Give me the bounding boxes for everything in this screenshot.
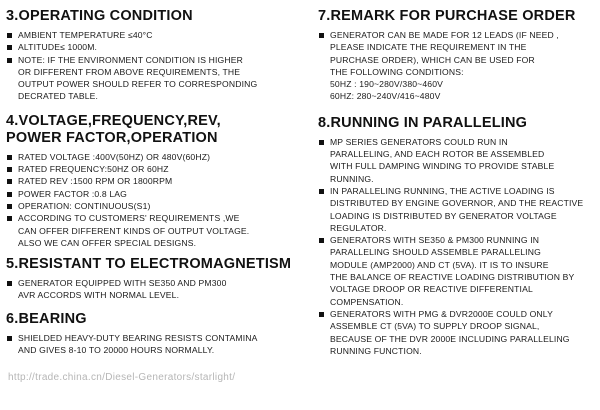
s8-item xyxy=(318,136,596,185)
s3-item-line: DECRATED TABLE. xyxy=(18,91,99,102)
s8-item-line: REGULATOR. xyxy=(330,222,387,233)
section-6-list xyxy=(6,332,306,357)
s8-item-line: IN PARALLELING RUNNING, THE ACTIVE LOADING IS xyxy=(330,185,555,196)
s8-item-line: MP SERIES GENERATORS COULD RUN IN xyxy=(330,136,508,147)
watermark-url: http://trade.china.cn/Diesel-Generators/starlight/ xyxy=(8,372,236,383)
s6-item xyxy=(6,332,306,357)
s6-item-line: AND GIVES 8-10 TO 20000 HOURS NORMALLY. xyxy=(18,345,215,356)
s8-item-line: BECAUSE OF THE DVR 2000E INCLUDING PARALLELING xyxy=(330,333,570,344)
s4-item xyxy=(6,212,306,249)
section-8-title: 8.RUNNING IN PARALLELING xyxy=(318,114,528,131)
s8-item-line: RUNNING FUNCTION. xyxy=(330,345,422,356)
s4-item-line: ACCORDING TO CUSTOMERS' REQUIREMENTS ,WE xyxy=(18,213,240,224)
s4-item-line: ALSO WE CAN OFFER SPECIAL DESIGNS. xyxy=(18,237,197,248)
s4-item xyxy=(6,175,306,187)
s8-item xyxy=(318,234,596,308)
s6-item-line: SHIELDED HEAVY-DUTY BEARING RESISTS CONTAMINA xyxy=(18,332,258,343)
s3-item-line: ALTITUDE≤ 1000M. xyxy=(18,42,98,53)
section-6-title: 6.BEARING xyxy=(6,310,87,327)
s4-item-line: RATED FREQUENCY:50HZ OR 60HZ xyxy=(18,164,169,175)
s4-item-line: POWER FACTOR :0.8 LAG xyxy=(18,188,128,199)
s7-item-line: GENERATOR CAN BE MADE FOR 12 LEADS (IF NEED , xyxy=(330,30,559,40)
s4-item-line: OPERATION: CONTINUOUS(S1) xyxy=(18,200,151,211)
right-column xyxy=(318,0,596,357)
s3-item-line: AMBIENT TEMPERATURE ≤40°C xyxy=(18,30,153,40)
s7-item-line: THE FOLLOWING CONDITIONS: xyxy=(330,66,464,77)
section-5-list xyxy=(6,277,306,302)
section-4-list xyxy=(6,151,306,249)
s8-item-line: THE BALANCE OF REACTIVE LOADING DISTRIBUTION BY xyxy=(330,272,575,283)
s3-item-line: OR DIFFERENT FROM ABOVE REQUIREMENTS, THE xyxy=(18,66,241,77)
section-5-title: 5.RESISTANT TO ELECTROMAGNETISM xyxy=(6,256,292,273)
s8-item-line: PARALLELING, AND EACH ROTOR BE ASSEMBLED xyxy=(330,149,545,160)
s8-item-line: GENERATORS WITH SE350 & PM300 RUNNING IN xyxy=(330,235,540,246)
s8-item-line: GENERATORS WITH PMG & DVR2000E COULD ONLY xyxy=(330,308,553,319)
s8-item-line: DISTRIBUTED BY ENGINE GOVERNOR, AND THE REACTIVE xyxy=(330,198,584,209)
s8-item-line: VOLTAGE DROOP OR REACTIVE DIFFERENTIAL xyxy=(330,284,533,295)
s4-item xyxy=(6,151,306,163)
s8-item-line: LOADING IS DISTRIBUTED BY GENERATOR VOLTAGE xyxy=(330,210,557,221)
section-4-title xyxy=(6,113,306,147)
s4-item-line: CAN OFFER DIFFERENT KINDS OF OUTPUT VOLTAGE. xyxy=(18,225,250,236)
s8-item-line: PARALLELING SHOULD ASSEMBLE PARALLELING xyxy=(330,247,541,258)
s8-item xyxy=(318,185,596,234)
left-column xyxy=(6,0,306,356)
s4-item-line: RATED REV :1500 RPM OR 1800RPM xyxy=(18,176,173,187)
s8-item-line: RUNNING. xyxy=(330,173,374,184)
section-4-title-line1: 4.VOLTAGE,FREQUENCY,REV, xyxy=(6,112,221,129)
s4-item xyxy=(6,188,306,200)
s5-item xyxy=(6,277,306,302)
s7-item-line: PURCHASE ORDER), WHICH CAN BE USED FOR xyxy=(330,54,535,65)
s5-item-line: AVR ACCORDS WITH NORMAL LEVEL. xyxy=(18,290,180,301)
s8-item-line: ASSEMBLE CT (5VA) TO SUPPLY DROOP SIGNAL, xyxy=(330,321,540,332)
voltage-50hz: 50HZ : 190~280V/380~460V xyxy=(330,79,444,90)
s7-item xyxy=(318,29,596,78)
s8-item-line: MODULE (AMP2000) AND CT (5VA). IT IS TO INSURE xyxy=(330,259,549,270)
s3-item xyxy=(6,54,306,103)
section-4-title-line2: POWER FACTOR,OPERATION xyxy=(6,129,218,146)
s7-item-line: PLEASE INDICATE THE REQUIREMENT IN THE xyxy=(330,42,527,53)
s3-item xyxy=(6,29,306,41)
section-8-list xyxy=(318,136,596,357)
s3-item-line: OUTPUT POWER SHOULD REFER TO CORRESPONDING xyxy=(18,79,258,90)
section-3-list xyxy=(6,29,306,103)
s4-item xyxy=(6,200,306,212)
section-7-list xyxy=(318,29,596,78)
s8-item-line: COMPENSATION. xyxy=(330,296,404,307)
s4-item xyxy=(6,163,306,175)
s5-item-line: GENERATOR EQUIPPED WITH SE350 AND PM300 xyxy=(18,278,227,289)
s3-item-line: NOTE: IF THE ENVIRONMENT CONDITION IS HIGHER xyxy=(18,54,243,65)
voltage-60hz: 60HZ: 280~240V/416~480V xyxy=(330,91,441,102)
s8-item-line: WITH FULL DAMPING WINDING TO PROVIDE STABLE xyxy=(330,161,555,172)
s3-item xyxy=(6,41,306,53)
section-7-title: 7.REMARK FOR PURCHASE ORDER xyxy=(318,8,576,24)
s4-item-line: RATED VOLTAGE :400V(50HZ) OR 480V(60HZ) xyxy=(18,151,211,162)
s8-item xyxy=(318,308,596,357)
section-3-title: 3.OPERATING CONDITION xyxy=(6,8,193,24)
